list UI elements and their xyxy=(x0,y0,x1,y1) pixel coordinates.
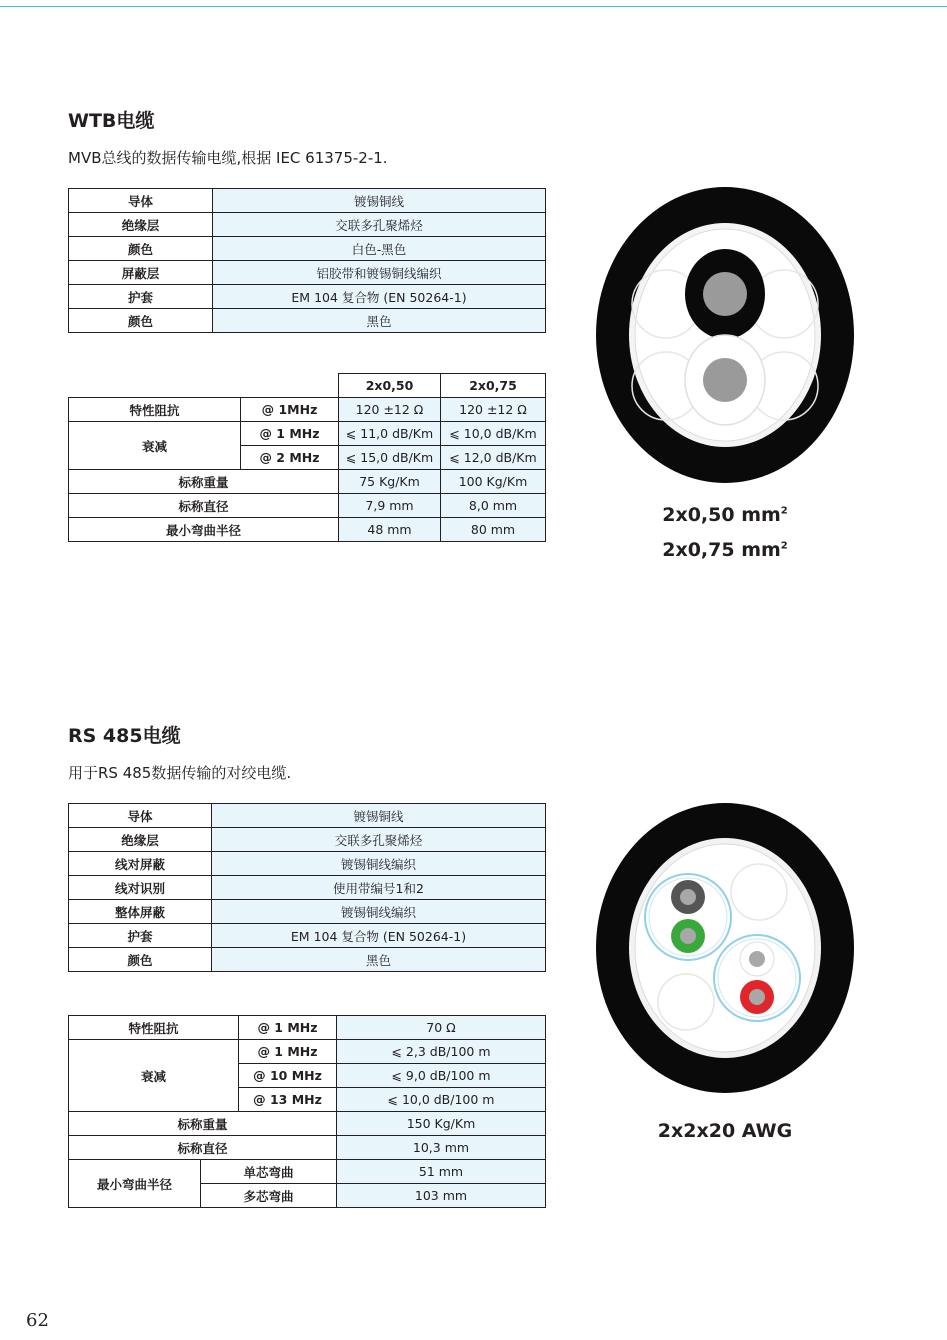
table-row xyxy=(69,285,546,309)
table-row xyxy=(69,213,546,237)
table-row xyxy=(69,422,546,446)
row-value: 120 ±12 Ω xyxy=(339,398,441,422)
row-value: 120 ±12 Ω xyxy=(441,398,546,422)
row-label: 线对识别 xyxy=(69,876,212,900)
table-row xyxy=(69,852,546,876)
rs485-cable-cross-section xyxy=(594,802,856,1094)
table-row xyxy=(69,804,546,828)
row-sublabel: @ 1MHz xyxy=(241,398,339,422)
table-row xyxy=(69,309,546,333)
row-value: 150 Kg/Km xyxy=(337,1112,546,1136)
row-label: 最小弯曲半径 xyxy=(69,518,339,542)
row-value: ⩽ 12,0 dB/Km xyxy=(441,446,546,470)
table-row xyxy=(69,900,546,924)
row-value: ⩽ 15,0 dB/Km xyxy=(339,446,441,470)
row-value: 70 Ω xyxy=(337,1016,546,1040)
table-row xyxy=(69,494,546,518)
rs485-construction-table xyxy=(68,803,546,972)
table-row xyxy=(69,924,546,948)
table-row xyxy=(69,237,546,261)
row-sublabel: @ 2 MHz xyxy=(241,446,339,470)
row-value: 10,3 mm xyxy=(337,1136,546,1160)
blank-cell xyxy=(69,374,339,398)
row-value: 48 mm xyxy=(339,518,441,542)
conductor xyxy=(703,272,747,316)
table-row xyxy=(69,518,546,542)
row-value: 白色-黑色 xyxy=(213,237,546,261)
row-label: 护套 xyxy=(69,924,212,948)
row-label: 特性阻抗 xyxy=(69,398,241,422)
rs485-subtitle: 用于RS 485数据传输的对绞电缆. xyxy=(68,764,292,782)
row-label: 绝缘层 xyxy=(69,828,212,852)
row-value: 镀锡铜线编织 xyxy=(212,852,546,876)
row-label: 标称重量 xyxy=(69,1112,337,1136)
row-value: ⩽ 11,0 dB/Km xyxy=(339,422,441,446)
wtb-caption-line2 xyxy=(630,539,820,561)
row-value: ⩽ 10,0 dB/100 m xyxy=(337,1088,546,1112)
wtb-cable-cross-section xyxy=(594,186,856,484)
row-value: 80 mm xyxy=(441,518,546,542)
column-header: 2x0,75 xyxy=(441,374,546,398)
row-value: 8,0 mm xyxy=(441,494,546,518)
row-value: 铝胶带和镀锡铜线编织 xyxy=(213,261,546,285)
row-label: 最小弯曲半径 xyxy=(69,1160,201,1208)
row-sublabel: @ 1 MHz xyxy=(241,422,339,446)
row-value: 103 mm xyxy=(337,1184,546,1208)
row-value: 交联多孔聚烯烃 xyxy=(212,828,546,852)
row-label: 屏蔽层 xyxy=(69,261,213,285)
row-value: ⩽ 10,0 dB/Km xyxy=(441,422,546,446)
row-value: ⩽ 2,3 dB/100 m xyxy=(337,1040,546,1064)
rs485-title: RS 485电缆 xyxy=(68,725,181,747)
row-sublabel: 单芯弯曲 xyxy=(201,1160,337,1184)
row-label: 特性阻抗 xyxy=(69,1016,239,1040)
top-rule xyxy=(0,6,947,7)
row-label: 护套 xyxy=(69,285,213,309)
row-label: 颜色 xyxy=(69,309,213,333)
row-value: 黑色 xyxy=(212,948,546,972)
row-value: 镀锡铜线编织 xyxy=(212,900,546,924)
row-value: EM 104 复合物 (EN 50264-1) xyxy=(212,924,546,948)
conductor xyxy=(749,951,765,967)
table-row xyxy=(69,189,546,213)
table-row xyxy=(69,876,546,900)
wtb-electrical-table xyxy=(68,373,546,542)
conductor xyxy=(680,889,696,905)
row-sublabel: @ 1 MHz xyxy=(239,1016,337,1040)
row-value: ⩽ 9,0 dB/100 m xyxy=(337,1064,546,1088)
caption-text: 2x0,50 mm xyxy=(662,504,781,526)
row-value: 75 Kg/Km xyxy=(339,470,441,494)
wtb-construction-table xyxy=(68,188,546,333)
caption-text: 2x0,75 mm xyxy=(662,539,781,561)
table-row xyxy=(69,398,546,422)
row-label: 标称直径 xyxy=(69,1136,337,1160)
wtb-subtitle: MVB总线的数据传输电缆,根据 IEC 61375-2-1. xyxy=(68,149,388,167)
row-label: 导体 xyxy=(69,804,212,828)
row-label: 颜色 xyxy=(69,237,213,261)
conductor xyxy=(703,358,747,402)
rs485-caption: 2x2x20 AWG xyxy=(657,1120,793,1142)
conductor xyxy=(749,989,765,1005)
row-label: 线对屏蔽 xyxy=(69,852,212,876)
page-number: 62 xyxy=(26,1310,49,1331)
row-value: 7,9 mm xyxy=(339,494,441,518)
table-row xyxy=(69,828,546,852)
row-label: 颜色 xyxy=(69,948,212,972)
row-value: 使用带编号1和2 xyxy=(212,876,546,900)
row-value: 镀锡铜线 xyxy=(213,189,546,213)
wtb-caption-line1 xyxy=(630,504,820,526)
caption-superscript: 2 xyxy=(780,505,788,517)
column-header: 2x0,50 xyxy=(339,374,441,398)
row-sublabel: @ 13 MHz xyxy=(239,1088,337,1112)
row-value: 100 Kg/Km xyxy=(441,470,546,494)
row-sublabel: @ 1 MHz xyxy=(239,1040,337,1064)
caption-superscript: 2 xyxy=(780,540,788,552)
row-label: 衰减 xyxy=(69,422,241,470)
table-row xyxy=(69,1160,546,1184)
row-label: 整体屏蔽 xyxy=(69,900,212,924)
row-label: 衰减 xyxy=(69,1040,239,1112)
wtb-title: WTB电缆 xyxy=(68,110,155,132)
row-value: EM 104 复合物 (EN 50264-1) xyxy=(213,285,546,309)
rs485-electrical-table xyxy=(68,1015,546,1208)
row-value: 镀锡铜线 xyxy=(212,804,546,828)
conductor xyxy=(680,928,696,944)
table-row xyxy=(69,1136,546,1160)
table-row xyxy=(69,470,546,494)
row-label: 标称直径 xyxy=(69,494,339,518)
row-value: 黑色 xyxy=(213,309,546,333)
row-label: 标称重量 xyxy=(69,470,339,494)
row-label: 绝缘层 xyxy=(69,213,213,237)
table-row xyxy=(69,948,546,972)
table-row xyxy=(69,1112,546,1136)
row-label: 导体 xyxy=(69,189,213,213)
table-row xyxy=(69,1016,546,1040)
table-row xyxy=(69,1040,546,1064)
table-header-row xyxy=(69,374,546,398)
row-sublabel: 多芯弯曲 xyxy=(201,1184,337,1208)
table-row xyxy=(69,261,546,285)
row-sublabel: @ 10 MHz xyxy=(239,1064,337,1088)
row-value: 51 mm xyxy=(337,1160,546,1184)
row-value: 交联多孔聚烯烃 xyxy=(213,213,546,237)
